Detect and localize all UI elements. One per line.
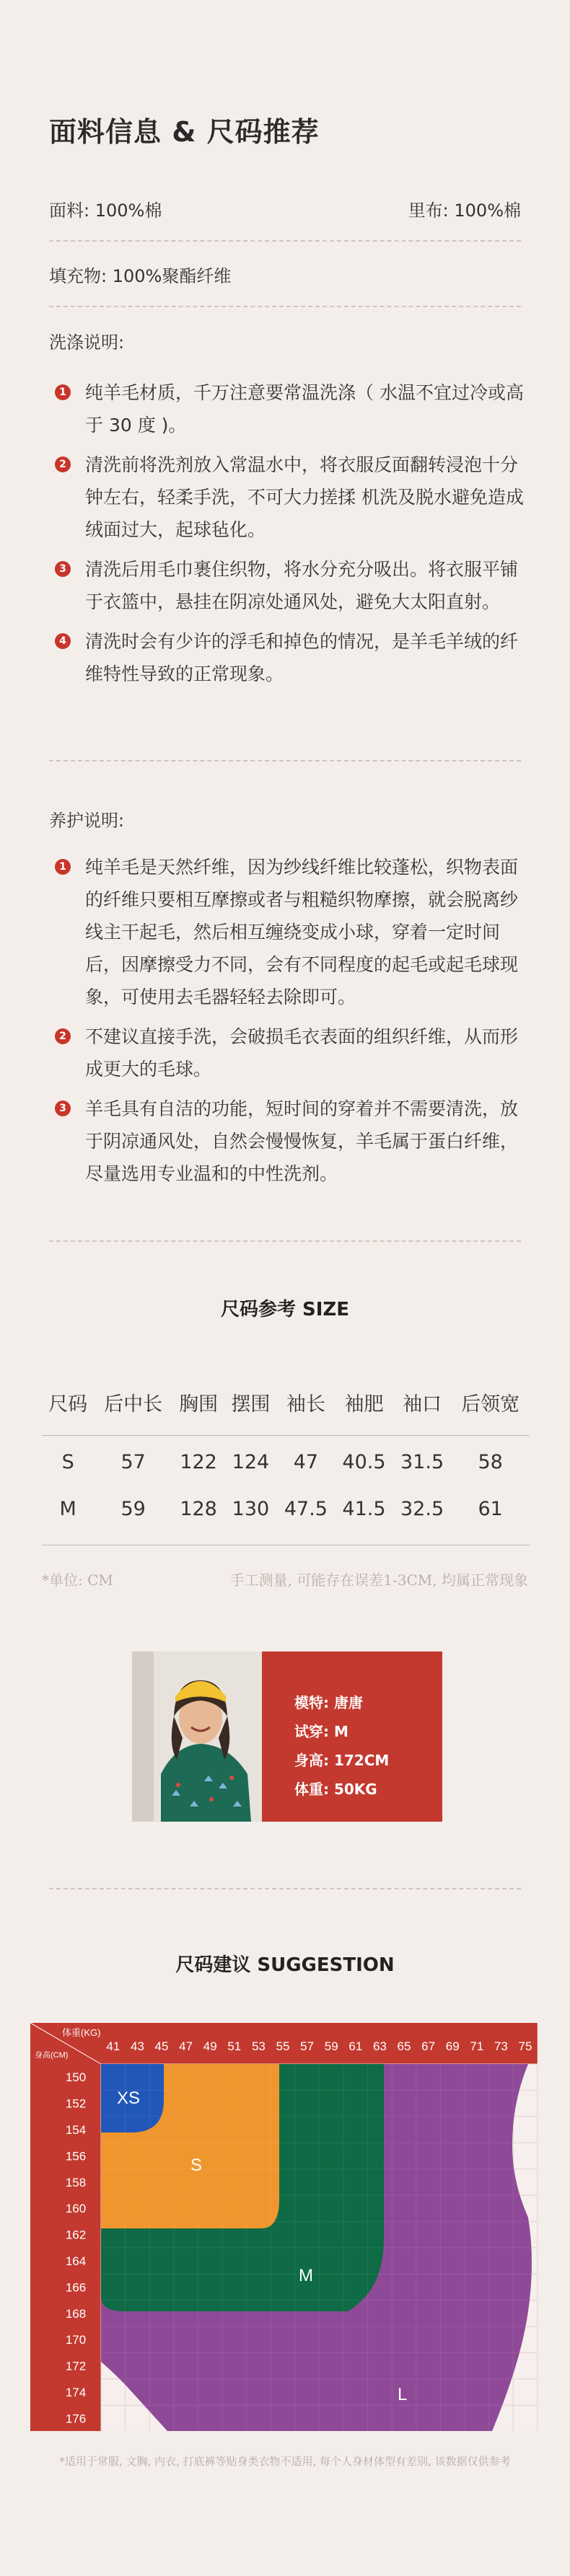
- divider: [49, 760, 521, 762]
- table-cell: 47.5: [284, 1497, 328, 1520]
- measure-note: 手工测量, 可能存在误差1-3CM, 均属正常现象: [229, 1571, 528, 1589]
- weight-tick: 47: [179, 2039, 193, 2053]
- model-photo: [132, 1651, 262, 1822]
- number-badge: 1: [55, 384, 71, 400]
- table-cell: M: [59, 1497, 76, 1520]
- care-list: [49, 851, 527, 1197]
- table-cell: 59: [120, 1497, 146, 1520]
- table-cell: 32.5: [400, 1497, 444, 1520]
- number-badge: 3: [55, 561, 71, 577]
- weight-tick: 59: [324, 2039, 338, 2053]
- suggestion-title: 尺码建议 SUGGESTION: [175, 1954, 395, 1976]
- list-item: [49, 1093, 527, 1190]
- divider: [49, 306, 521, 307]
- weight-tick: 53: [251, 2039, 266, 2053]
- list-item: [49, 1020, 527, 1085]
- table-cell: 124: [232, 1450, 270, 1473]
- weight-tick: 45: [154, 2039, 169, 2053]
- table-cell: 122: [180, 1450, 217, 1473]
- table-header: 摆围: [231, 1393, 271, 1416]
- model-name: 模特: 唐唐: [294, 1694, 363, 1711]
- table-cell: 58: [478, 1450, 503, 1473]
- weight-tick: 57: [300, 2039, 315, 2053]
- zone-m-label: M: [299, 2266, 313, 2285]
- table-cell: 61: [478, 1497, 503, 1520]
- height-tick: 158: [65, 2175, 87, 2189]
- list-item-text: 纯羊毛材质，千万注意要常温洗涤（ 水温不宜过冷或高于 30 度 )。: [85, 382, 524, 436]
- list-item-text: 纯羊毛是天然纤维，因为纱线纤维比较蓬松，织物表面的纤维只要相互摩擦或者与粗糙织物摩擦，就会脱离纱线主干起毛，然后相互缠绕变成小球，穿着一定时间后，因摩擦受力不同，会有不同程度的起毛或起毛球现象，可使用去毛器轻轻去除即可。: [85, 857, 519, 1007]
- weight-tick: 61: [348, 2039, 363, 2053]
- weight-tick: 51: [227, 2039, 242, 2053]
- number-badge: 4: [55, 633, 71, 649]
- corner-weight-label: 体重(KG): [62, 2027, 101, 2038]
- size-table: [42, 1370, 530, 1545]
- weight-tick: 55: [276, 2039, 290, 2053]
- height-tick: 152: [65, 2096, 87, 2111]
- weight-tick: 63: [372, 2039, 387, 2053]
- size-suggestion-chart: [30, 2023, 541, 2431]
- list-item: [49, 553, 527, 618]
- zone-s-label: S: [190, 2156, 203, 2175]
- list-item-text: 清洗时会有少许的浮毛和掉色的情况，是羊毛羊绒的纤维特性导致的正常现象。: [85, 631, 519, 684]
- model-height: 身高: 172CM: [294, 1752, 390, 1769]
- height-tick: 160: [65, 2202, 87, 2216]
- table-cell: 128: [180, 1497, 217, 1520]
- height-tick: 156: [65, 2149, 87, 2163]
- table-cell: S: [61, 1450, 74, 1473]
- height-tick: 168: [65, 2306, 87, 2321]
- zone-l-label: L: [398, 2385, 408, 2404]
- table-header: 袖长: [286, 1393, 325, 1416]
- list-item: [49, 376, 527, 441]
- table-header-row: [42, 1370, 530, 1435]
- height-tick: 176: [65, 2412, 87, 2426]
- table-rule: [42, 1530, 530, 1545]
- list-item: [49, 851, 527, 1013]
- fabric-outer: 面料: 100%棉: [49, 200, 162, 221]
- table-cell: 47: [293, 1450, 319, 1473]
- divider: [49, 240, 521, 242]
- table-header: 胸围: [179, 1393, 219, 1416]
- number-badge: 2: [55, 456, 71, 472]
- size-grid: [30, 2023, 541, 2431]
- fabric-lining: 里布: 100%棉: [408, 200, 521, 221]
- weight-tick: 43: [130, 2039, 144, 2053]
- list-item-text: 羊毛具有自洁的功能，短时间的穿着并不需要清洗，放于阴凉通风处，自然会慢慢恢复，羊毛属于蛋白纤维，尽量选用专业温和的中性洗剂。: [85, 1098, 519, 1184]
- height-tick: 164: [65, 2254, 87, 2268]
- weight-tick: 73: [494, 2039, 508, 2053]
- height-tick: 162: [65, 2228, 87, 2242]
- size-table-title: 尺码参考 SIZE: [220, 1299, 350, 1320]
- height-tick: 172: [65, 2359, 87, 2373]
- table-header: 尺码: [48, 1393, 88, 1416]
- weight-tick: 67: [421, 2039, 436, 2053]
- wash-heading: 洗涤说明:: [49, 332, 125, 353]
- height-tick: 150: [65, 2070, 87, 2085]
- weight-tick: 49: [203, 2039, 217, 2053]
- height-tick: 174: [65, 2386, 87, 2399]
- table-cell: 130: [232, 1497, 270, 1520]
- weight-tick: 75: [518, 2039, 532, 2053]
- weight-tick: 69: [445, 2039, 460, 2053]
- model-info-card: [262, 1651, 442, 1822]
- height-tick: 170: [65, 2333, 87, 2347]
- number-badge: 2: [55, 1028, 71, 1044]
- list-item: [49, 625, 527, 690]
- table-row: [42, 1487, 530, 1530]
- zone-xs-label: XS: [117, 2088, 141, 2108]
- wash-list: [49, 376, 527, 697]
- fabric-row: [49, 196, 521, 221]
- page-title: 面料信息 & 尺码推荐: [49, 116, 320, 148]
- table-cell: 41.5: [342, 1497, 386, 1520]
- table-header: 后领宽: [461, 1393, 520, 1416]
- table-header: 袖口: [403, 1393, 442, 1416]
- number-badge: 1: [55, 859, 71, 875]
- unit-note: *单位: CM: [42, 1571, 113, 1589]
- table-cell: 31.5: [400, 1450, 444, 1473]
- number-badge: 3: [55, 1100, 71, 1116]
- corner-height-label: 身高(CM): [35, 2051, 69, 2060]
- model-weight: 体重: 50KG: [294, 1781, 377, 1798]
- list-item-text: 清洗前将洗剂放入常温水中，将衣服反面翻转浸泡十分钟左右，轻柔手洗，不可大力搓揉 机洗及脱水避免造成绒面过大，起球毡化。: [85, 454, 524, 540]
- list-item: [49, 449, 527, 546]
- model-size: 试穿: M: [294, 1723, 348, 1740]
- table-header: 袖肥: [344, 1393, 384, 1416]
- model-illustration: [132, 1651, 262, 1822]
- table-cell: 57: [120, 1450, 146, 1473]
- suggestion-footnote: *适用于常服, 文胸, 内衣, 打底裤等贴身类衣物不适用, 每个人身材体型有差别, 该数据仅供参考: [59, 2455, 511, 2468]
- divider: [49, 1888, 521, 1889]
- table-header: 后中长: [104, 1393, 163, 1416]
- care-heading: 养护说明:: [49, 811, 125, 831]
- table-row: [42, 1437, 530, 1487]
- weight-tick: 41: [106, 2039, 120, 2053]
- weight-tick: 65: [397, 2039, 411, 2053]
- fabric-filling: 填充物: 100%聚酯纤维: [49, 266, 232, 286]
- list-item-text: 不建议直接手洗，会破损毛衣表面的组织纤维，从而形成更大的毛球。: [85, 1026, 519, 1080]
- weight-tick: 71: [470, 2039, 484, 2053]
- divider: [49, 1240, 521, 1242]
- table-cell: 40.5: [342, 1450, 386, 1473]
- height-tick: 154: [65, 2123, 87, 2137]
- list-item-text: 清洗后用毛巾裹住织物，将水分充分吸出。将衣服平铺于衣篮中，悬挂在阴凉处通风处，避免大太阳直射。: [85, 559, 519, 612]
- height-tick: 166: [65, 2280, 87, 2295]
